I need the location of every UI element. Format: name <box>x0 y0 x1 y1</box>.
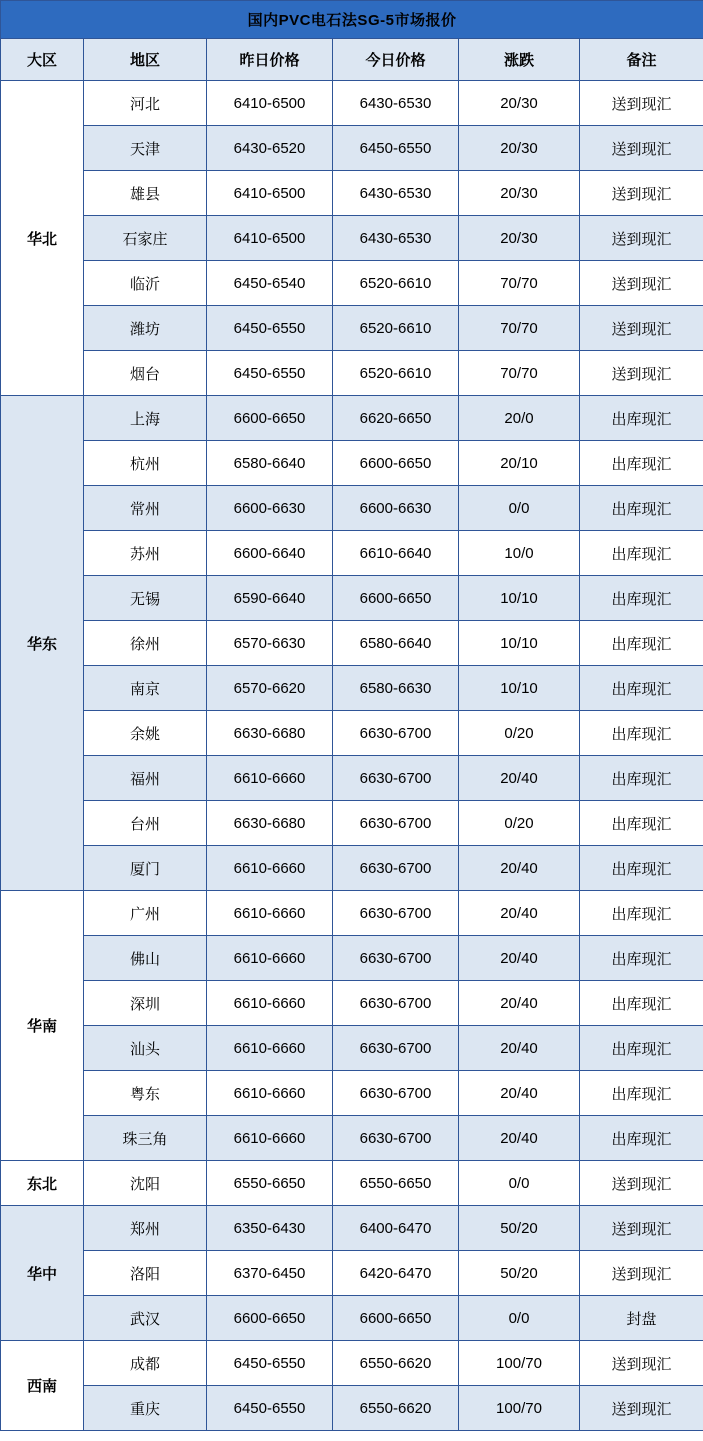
today-price-cell: 6520-6610 <box>333 351 459 396</box>
prev-price-cell: 6570-6630 <box>207 621 333 666</box>
area-cell: 洛阳 <box>84 1251 207 1296</box>
change-cell: 20/40 <box>459 1026 580 1071</box>
note-cell: 送到现汇 <box>580 306 703 351</box>
table-row <box>1 531 703 576</box>
prev-price-cell: 6450-6550 <box>207 351 333 396</box>
area-cell: 无锡 <box>84 576 207 621</box>
table-row <box>1 1026 703 1071</box>
region-cell: 华东 <box>1 396 84 891</box>
column-header-region: 大区 <box>1 39 84 81</box>
today-price-cell: 6580-6630 <box>333 666 459 711</box>
today-price-cell: 6520-6610 <box>333 306 459 351</box>
table-row <box>1 621 703 666</box>
table-row <box>1 261 703 306</box>
table-row <box>1 306 703 351</box>
note-cell: 出库现汇 <box>580 1116 703 1161</box>
table-row <box>1 1386 703 1431</box>
note-cell: 出库现汇 <box>580 666 703 711</box>
note-cell: 出库现汇 <box>580 756 703 801</box>
change-cell: 10/0 <box>459 531 580 576</box>
today-price-cell: 6550-6620 <box>333 1386 459 1431</box>
note-cell: 出库现汇 <box>580 621 703 666</box>
prev-price-cell: 6410-6500 <box>207 171 333 216</box>
change-cell: 70/70 <box>459 261 580 306</box>
table-row <box>1 891 703 936</box>
prev-price-cell: 6610-6660 <box>207 1071 333 1116</box>
note-cell: 出库现汇 <box>580 711 703 756</box>
note-cell: 送到现汇 <box>580 1206 703 1251</box>
table-row <box>1 1116 703 1161</box>
note-cell: 出库现汇 <box>580 936 703 981</box>
change-cell: 0/20 <box>459 711 580 756</box>
today-price-cell: 6610-6640 <box>333 531 459 576</box>
area-cell: 台州 <box>84 801 207 846</box>
prev-price-cell: 6570-6620 <box>207 666 333 711</box>
note-cell: 出库现汇 <box>580 531 703 576</box>
column-header-change: 涨跌 <box>459 39 580 81</box>
area-cell: 临沂 <box>84 261 207 306</box>
change-cell: 0/0 <box>459 486 580 531</box>
change-cell: 70/70 <box>459 351 580 396</box>
change-cell: 20/10 <box>459 441 580 486</box>
prev-price-cell: 6450-6550 <box>207 306 333 351</box>
prev-price-cell: 6610-6660 <box>207 1026 333 1071</box>
prev-price-cell: 6600-6650 <box>207 1296 333 1341</box>
prev-price-cell: 6450-6550 <box>207 1386 333 1431</box>
area-cell: 南京 <box>84 666 207 711</box>
area-cell: 雄县 <box>84 171 207 216</box>
table-row <box>1 171 703 216</box>
change-cell: 20/40 <box>459 1071 580 1116</box>
area-cell: 深圳 <box>84 981 207 1026</box>
prev-price-cell: 6370-6450 <box>207 1251 333 1296</box>
prev-price-cell: 6610-6660 <box>207 981 333 1026</box>
note-cell: 出库现汇 <box>580 576 703 621</box>
today-price-cell: 6630-6700 <box>333 936 459 981</box>
note-cell: 送到现汇 <box>580 1251 703 1296</box>
area-cell: 余姚 <box>84 711 207 756</box>
area-cell: 沈阳 <box>84 1161 207 1206</box>
table-row <box>1 81 703 126</box>
note-cell: 出库现汇 <box>580 396 703 441</box>
region-cell: 东北 <box>1 1161 84 1206</box>
change-cell: 100/70 <box>459 1386 580 1431</box>
today-price-cell: 6630-6700 <box>333 1071 459 1116</box>
prev-price-cell: 6610-6660 <box>207 1116 333 1161</box>
area-cell: 天津 <box>84 126 207 171</box>
area-cell: 武汉 <box>84 1296 207 1341</box>
note-cell: 出库现汇 <box>580 846 703 891</box>
prev-price-cell: 6600-6650 <box>207 396 333 441</box>
today-price-cell: 6620-6650 <box>333 396 459 441</box>
table-row <box>1 576 703 621</box>
table-row <box>1 126 703 171</box>
column-header-note: 备注 <box>580 39 703 81</box>
change-cell: 20/40 <box>459 936 580 981</box>
today-price-cell: 6630-6700 <box>333 846 459 891</box>
prev-price-cell: 6610-6660 <box>207 936 333 981</box>
table-row <box>1 666 703 711</box>
note-cell: 送到现汇 <box>580 81 703 126</box>
area-cell: 潍坊 <box>84 306 207 351</box>
today-price-cell: 6600-6650 <box>333 576 459 621</box>
prev-price-cell: 6450-6550 <box>207 1341 333 1386</box>
table-row <box>1 801 703 846</box>
prev-price-cell: 6580-6640 <box>207 441 333 486</box>
prev-price-cell: 6630-6680 <box>207 801 333 846</box>
change-cell: 70/70 <box>459 306 580 351</box>
area-cell: 粤东 <box>84 1071 207 1116</box>
area-cell: 徐州 <box>84 621 207 666</box>
column-header-area: 地区 <box>84 39 207 81</box>
area-cell: 河北 <box>84 81 207 126</box>
today-price-cell: 6420-6470 <box>333 1251 459 1296</box>
prev-price-cell: 6410-6500 <box>207 81 333 126</box>
today-price-cell: 6630-6700 <box>333 756 459 801</box>
prev-price-cell: 6450-6540 <box>207 261 333 306</box>
table-row <box>1 1296 703 1341</box>
note-cell: 出库现汇 <box>580 801 703 846</box>
change-cell: 20/40 <box>459 756 580 801</box>
today-price-cell: 6630-6700 <box>333 1026 459 1071</box>
table-body <box>1 81 703 1431</box>
change-cell: 10/10 <box>459 576 580 621</box>
change-cell: 20/40 <box>459 846 580 891</box>
change-cell: 20/30 <box>459 171 580 216</box>
change-cell: 10/10 <box>459 666 580 711</box>
prev-price-cell: 6630-6680 <box>207 711 333 756</box>
area-cell: 重庆 <box>84 1386 207 1431</box>
change-cell: 20/30 <box>459 81 580 126</box>
note-cell: 送到现汇 <box>580 351 703 396</box>
today-price-cell: 6450-6550 <box>333 126 459 171</box>
change-cell: 50/20 <box>459 1251 580 1296</box>
note-cell: 送到现汇 <box>580 1161 703 1206</box>
prev-price-cell: 6610-6660 <box>207 756 333 801</box>
area-cell: 广州 <box>84 891 207 936</box>
area-cell: 苏州 <box>84 531 207 576</box>
area-cell: 杭州 <box>84 441 207 486</box>
note-cell: 出库现汇 <box>580 891 703 936</box>
region-cell: 华中 <box>1 1206 84 1341</box>
prev-price-cell: 6430-6520 <box>207 126 333 171</box>
note-cell: 送到现汇 <box>580 126 703 171</box>
note-cell: 出库现汇 <box>580 486 703 531</box>
area-cell: 石家庄 <box>84 216 207 261</box>
page-title: 国内PVC电石法SG-5市场报价 <box>1 1 703 39</box>
note-cell: 送到现汇 <box>580 261 703 306</box>
today-price-cell: 6430-6530 <box>333 171 459 216</box>
today-price-cell: 6600-6650 <box>333 1296 459 1341</box>
change-cell: 100/70 <box>459 1341 580 1386</box>
prev-price-cell: 6610-6660 <box>207 891 333 936</box>
prev-price-cell: 6590-6640 <box>207 576 333 621</box>
area-cell: 珠三角 <box>84 1116 207 1161</box>
area-cell: 成都 <box>84 1341 207 1386</box>
table-row <box>1 351 703 396</box>
today-price-cell: 6630-6700 <box>333 981 459 1026</box>
change-cell: 0/20 <box>459 801 580 846</box>
change-cell: 10/10 <box>459 621 580 666</box>
note-cell: 送到现汇 <box>580 171 703 216</box>
note-cell: 出库现汇 <box>580 1026 703 1071</box>
note-cell: 送到现汇 <box>580 216 703 261</box>
note-cell: 出库现汇 <box>580 1071 703 1116</box>
note-cell: 送到现汇 <box>580 1386 703 1431</box>
table-row <box>1 396 703 441</box>
today-price-cell: 6400-6470 <box>333 1206 459 1251</box>
table-row <box>1 486 703 531</box>
table-row <box>1 1206 703 1251</box>
change-cell: 20/40 <box>459 1116 580 1161</box>
table-row <box>1 981 703 1026</box>
table-header-row <box>1 39 703 81</box>
today-price-cell: 6630-6700 <box>333 801 459 846</box>
note-cell: 封盘 <box>580 1296 703 1341</box>
table-row <box>1 1251 703 1296</box>
today-price-cell: 6630-6700 <box>333 711 459 756</box>
change-cell: 20/40 <box>459 981 580 1026</box>
today-price-cell: 6550-6650 <box>333 1161 459 1206</box>
table-row <box>1 756 703 801</box>
area-cell: 厦门 <box>84 846 207 891</box>
area-cell: 烟台 <box>84 351 207 396</box>
change-cell: 20/0 <box>459 396 580 441</box>
today-price-cell: 6430-6530 <box>333 81 459 126</box>
table-row <box>1 846 703 891</box>
prev-price-cell: 6410-6500 <box>207 216 333 261</box>
region-cell: 西南 <box>1 1341 84 1431</box>
region-cell: 华北 <box>1 81 84 396</box>
today-price-cell: 6630-6700 <box>333 891 459 936</box>
today-price-cell: 6520-6610 <box>333 261 459 306</box>
prev-price-cell: 6600-6630 <box>207 486 333 531</box>
prev-price-cell: 6600-6640 <box>207 531 333 576</box>
table-row <box>1 936 703 981</box>
change-cell: 20/30 <box>459 126 580 171</box>
note-cell: 送到现汇 <box>580 1341 703 1386</box>
prev-price-cell: 6350-6430 <box>207 1206 333 1251</box>
table-row <box>1 441 703 486</box>
table-row <box>1 711 703 756</box>
column-header-prev-price: 昨日价格 <box>207 39 333 81</box>
change-cell: 20/40 <box>459 891 580 936</box>
table-title-row <box>1 1 703 39</box>
column-header-today-price: 今日价格 <box>333 39 459 81</box>
today-price-cell: 6600-6630 <box>333 486 459 531</box>
change-cell: 0/0 <box>459 1161 580 1206</box>
note-cell: 出库现汇 <box>580 441 703 486</box>
prev-price-cell: 6550-6650 <box>207 1161 333 1206</box>
today-price-cell: 6600-6650 <box>333 441 459 486</box>
table-row <box>1 1161 703 1206</box>
area-cell: 郑州 <box>84 1206 207 1251</box>
change-cell: 50/20 <box>459 1206 580 1251</box>
note-cell: 出库现汇 <box>580 981 703 1026</box>
change-cell: 0/0 <box>459 1296 580 1341</box>
area-cell: 佛山 <box>84 936 207 981</box>
area-cell: 福州 <box>84 756 207 801</box>
prev-price-cell: 6610-6660 <box>207 846 333 891</box>
today-price-cell: 6630-6700 <box>333 1116 459 1161</box>
today-price-cell: 6580-6640 <box>333 621 459 666</box>
area-cell: 上海 <box>84 396 207 441</box>
region-cell: 华南 <box>1 891 84 1161</box>
table-row <box>1 1341 703 1386</box>
today-price-cell: 6550-6620 <box>333 1341 459 1386</box>
table-row <box>1 1071 703 1116</box>
today-price-cell: 6430-6530 <box>333 216 459 261</box>
change-cell: 20/30 <box>459 216 580 261</box>
area-cell: 常州 <box>84 486 207 531</box>
table-row <box>1 216 703 261</box>
area-cell: 汕头 <box>84 1026 207 1071</box>
